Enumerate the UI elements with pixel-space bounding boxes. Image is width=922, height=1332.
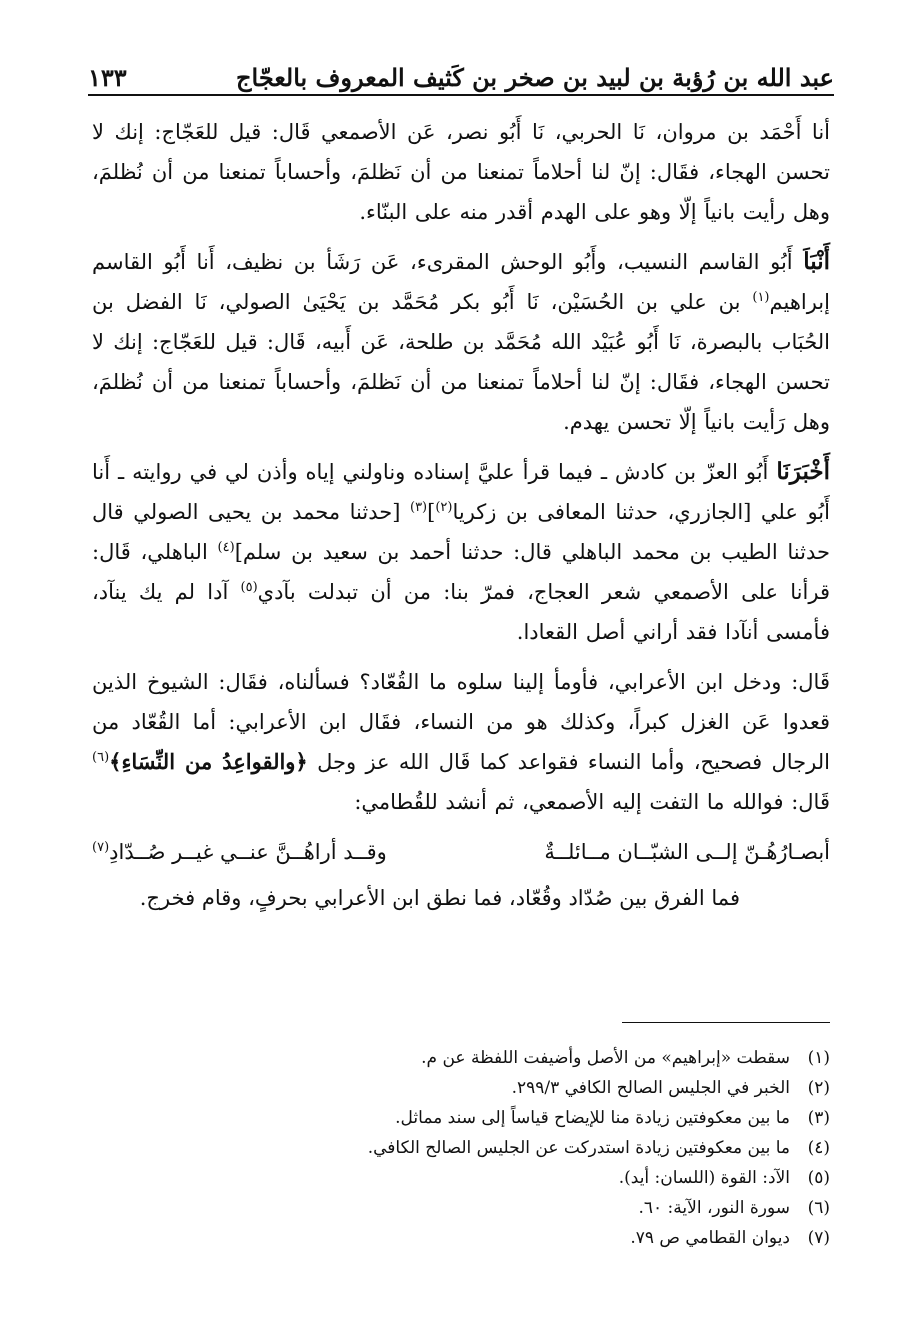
footnote-text: الآد: القوة (اللسان: أيد). — [618, 1168, 790, 1188]
paragraph-2-text-b: بن علي بن الحُسَيْن، نَا أَبُو بكر مُحَمَّد بن يَحْيَىٰ الصولي، نَا الفضل بن الحُبَاب بالبصرة، نَا أَبُو عُبَيْد الله مُحَمَّد بن طلحة، عَن أَبيه، قَال: قيل للعَجّاج: إنك لا تحسن الهجاء، فقَال: إنّ لنا أحلاماً تمنعنا من أن نَظلمَ، وأحساباً تمنعنا من أن نُظلمَ، وهل رَأيت بانياً إلّا تحسن يهدم. — [92, 290, 830, 434]
poem-verse — [92, 832, 830, 872]
footnote-ref-7[interactable]: (٧) — [92, 840, 110, 855]
footnote-text: سورة النور، الآية: ٦٠. — [638, 1198, 790, 1218]
paragraph-1 — [92, 112, 830, 232]
footnote-divider — [622, 1022, 830, 1023]
footnote-4 — [92, 1133, 830, 1163]
footnote-text: سقطت «إبراهيم» من الأصل وأضيفت اللفظة عن م. — [421, 1048, 790, 1068]
paragraph-4 — [92, 662, 830, 822]
paragraph-3-text-c: [حدثنا محمد بن يحيى الصولي قال حدثنا الطيب بن محمد الباهلي قال: حدثنا أحمد بن سعيد بن سلم] — [92, 500, 830, 564]
closing-line: فما الفرق بين صُدّاد وقُعّاد، فما نطق ابن الأعرابي بحرفٍ، وقام فخرج. — [139, 886, 740, 910]
footnote-ref-3[interactable]: (٣) — [409, 500, 428, 515]
header-title: عبد الله بن رُؤبة بن لبيد بن صخر بن كَثيف المعروف بالعجّاج — [236, 63, 834, 92]
paragraph-2 — [92, 242, 830, 442]
verse-second-hemistich-group — [92, 832, 387, 872]
footnotes — [92, 1043, 830, 1253]
footnote-ref-2[interactable]: (٢) — [435, 500, 453, 515]
verse-first-hemistich: أبصـارُهُـنّ إلــى الشبّــان مــائلــةٌ — [544, 840, 830, 864]
paragraph-2-lead: أَنْبَاَ — [803, 248, 830, 275]
paragraph-3-lead: أَخْبَرَنَا — [776, 458, 830, 485]
footnote-2 — [92, 1073, 830, 1103]
footnote-5 — [92, 1163, 830, 1193]
paragraph-4-text-a: قَال: ودخل ابن الأعرابي، فأومأ إلينا سلوه ما القُعّاد؟ فسألناه، فقَال: الشيوخ الذين قعدوا عَن الغزل كبراً، وكذلك هو من النساء، فقَال ابن الأعرابي: أما القُعّاد من الرجال فصحيح، وأما النساء فقواعد كما قَال الله عز وجل — [92, 670, 830, 774]
footnote-number: (٢) — [807, 1078, 830, 1098]
footnote-number: (٦) — [807, 1198, 830, 1218]
footnote-number: (٤) — [807, 1138, 830, 1158]
footnote-number: (٥) — [807, 1168, 830, 1188]
footnote-number: (٣) — [807, 1108, 830, 1128]
footnote-7 — [92, 1223, 830, 1253]
main-text — [92, 112, 830, 918]
footnote-1 — [92, 1043, 830, 1073]
paragraph-3-text-b: ] — [427, 500, 436, 524]
footnote-ref-6[interactable]: (٦) — [92, 750, 110, 765]
verse-second-hemistich: وقــد أراهُــنَّ عنــي غيــر صُــدّادِ — [109, 840, 387, 864]
footnote-text: ما بين معكوفتين زيادة منا للإيضاح قياساً إلى سند مماثل. — [395, 1108, 790, 1128]
footnote-number: (١) — [807, 1048, 830, 1068]
running-header — [88, 50, 834, 92]
paragraph-3-text-e: آدا لم يك ينآد، فأمسى أنآدا فقد أراني أصل القعادا. — [92, 580, 830, 644]
paragraph-3 — [92, 452, 830, 652]
footnote-text: الخبر في الجليس الصالح الكافي ٢٩٩/٣. — [511, 1078, 790, 1098]
paragraph-3-text-a: أَبُو العزّ بن كادش ـ فيما قرأ عليَّ إسناده وناولني إياه وأذن لي في روايته ـ أَنا أَبُو علي [الجازري، حدثنا المعافى بن زكريا — [92, 460, 830, 524]
page-number: ١٣٣ — [88, 63, 127, 92]
paragraph-1-text: أنا أَحْمَد بن مروان، نَا الحربي، نَا أَبُو نصر، عَن الأصمعي قَال: قيل للعَجّاج: إنك لا تحسن الهجاء، فقَال: إنّ لنا أحلاماً تمنعنا من أن نَظلمَ، وأحساباً تمنعنا من أن نُظلمَ، وهل رأيت بانياً إلّا وهو على الهدم أقدر منه على البنّاء. — [92, 120, 830, 224]
footnote-text: ديوان القطامي ص ٧٩. — [630, 1228, 790, 1248]
paragraph-2-text-a: أَبُو القاسم النسيب، وأَبُو الوحش المقرىء، عَن رَشَأ بن نظيف، أَنا أَبُو القاسم إبراهيم — [92, 250, 830, 314]
paragraph-4-text-b: قَال: فوالله ما التفت إليه الأصمعي، ثم أنشد للقُطامي: — [354, 790, 830, 814]
footnote-ref-4[interactable]: (٤) — [217, 540, 235, 555]
footnote-text: ما بين معكوفتين زيادة استدركت عن الجليس الصالح الكافي. — [367, 1138, 790, 1158]
footnote-number: (٧) — [807, 1228, 830, 1248]
header-divider — [88, 94, 834, 96]
footnote-ref-1[interactable]: (١) — [752, 290, 770, 305]
footnote-ref-5[interactable]: (٥) — [240, 580, 258, 595]
footnote-6 — [92, 1193, 830, 1223]
footnote-3 — [92, 1103, 830, 1133]
paragraph-3-text-d: الباهلي، قَال: قرأنا على الأصمعي شعر العجاج، فمرّ بنا: من أن تبدلت بآدي — [92, 540, 830, 604]
quran-quote: ﴿والقواعِدُ من النِّسَاءِ﴾ — [109, 749, 308, 774]
